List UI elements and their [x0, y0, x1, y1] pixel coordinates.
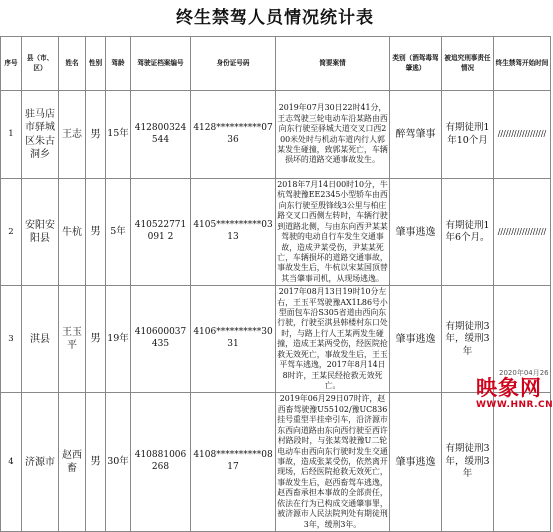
- cell-sex: 男: [86, 179, 106, 286]
- header-index: 序号: [1, 37, 22, 91]
- cell-area: 济源市: [22, 393, 59, 531]
- header-driving-age: 驾龄: [106, 37, 131, 91]
- cell-name: 赵西畜: [59, 393, 86, 531]
- cell-category: 肇事逃逸: [390, 286, 442, 393]
- cell-sex: 男: [86, 393, 106, 531]
- cell-facts: 2019年07月30日22时41分，王志驾驶三轮电动车沿某路由西向东行驶至驿城大道交叉口西200米处时与机动车道内行人郭某发生碰撞，致郭某死亡，车辆损坏的道路交通事故发生。: [276, 91, 390, 179]
- statistics-table: [0, 36, 551, 532]
- header-name: 姓名: [59, 37, 86, 91]
- cell-index: 2: [1, 179, 22, 286]
- cell-name: 王志: [59, 91, 86, 179]
- logo-text: 映象网: [476, 376, 542, 400]
- cell-category: 肇事逃逸: [390, 179, 442, 286]
- cell-sentence: 有期徒刑3年，缓刑3年: [442, 393, 494, 531]
- cell-id-no: 4108**********0817: [191, 393, 276, 531]
- cell-category: 肇事逃逸: [390, 393, 442, 531]
- cell-license-no: 412800324544: [131, 91, 191, 179]
- header-row: [1, 37, 551, 91]
- cell-facts: 2019年06月29日07时许，赵西畜驾驶豫U55102/豫UC836挂号重型半挂牵引车，沿济源市东西向道路由东向西行驶至西许村路段时，与张某驾驶豫U二轮电动车由西向东行驶时发生交通事故，造成张某受伤，依然离开现场，后经医院抢救无效死亡，事故发生后，赵西畜驾车逃逸，赵西畜承担本事故的全部责任，依法在行为已构成交通肇事罪，被济源市人民法院判处有期徒刑3年，缓刑3年。: [276, 393, 390, 531]
- cell-ban-start: //////////////////: [494, 179, 551, 286]
- cell-sentence: 有期徒刑1年6个月。: [442, 179, 494, 286]
- cell-license-no: 410522771091 2: [131, 179, 191, 286]
- cell-ban-start: [494, 393, 551, 531]
- cell-sentence: 有期徒刑1年10个月: [442, 91, 494, 179]
- cell-driving-age: 5年: [106, 179, 131, 286]
- table-row: [1, 286, 551, 393]
- table-row: [1, 179, 551, 286]
- header-category: 类别（酒驾毒驾肇逃）: [390, 37, 442, 91]
- cell-index: 3: [1, 286, 22, 393]
- cell-index: 4: [1, 393, 22, 531]
- cell-license-no: 410600037435: [131, 286, 191, 393]
- header-sex: 性别: [86, 37, 106, 91]
- header-ban-start: 终生禁驾开始时间: [494, 37, 551, 91]
- cell-area: 驻马店市驿城区朱古洞乡: [22, 91, 59, 179]
- cell-ban-start: //////////////////: [494, 91, 551, 179]
- header-sentence: 被追究刑事责任情况: [442, 37, 494, 91]
- cell-category: 醉驾肇事: [390, 91, 442, 179]
- table-row: [1, 393, 551, 531]
- cell-driving-age: 19年: [106, 286, 131, 393]
- header-area: 县（市、区）: [22, 37, 59, 91]
- header-facts: 简要案情: [276, 37, 390, 91]
- cell-name: 王玉平: [59, 286, 86, 393]
- cell-facts: 2017年08月13日19时10分左右，王玉平驾驶豫AX1L86号小型面包车沿S305省道由西向东行驶，行驶至淇县韩楼村东口处时，与路上行人王某两发生碰撞，造成王某两受伤，经医院抢救无效死亡，事故发生后，王玉平驾车逃逸，2017年8月14日8时许，王某民经抢救无效死亡。: [276, 286, 390, 393]
- cell-license-no: 410881006268: [131, 393, 191, 531]
- cell-id-no: 4106**********3031: [191, 286, 276, 393]
- photo-date-stamp: 2020年04月26: [499, 369, 549, 377]
- watermark-logo: [476, 376, 553, 412]
- cell-name: 牛杭: [59, 179, 86, 286]
- table-row: [1, 91, 551, 179]
- header-license-no: 驾驶证档案编号: [131, 37, 191, 91]
- cell-sex: 男: [86, 91, 106, 179]
- cell-index: 1: [1, 91, 22, 179]
- cell-sex: 男: [86, 286, 106, 393]
- cell-driving-age: 30年: [106, 393, 131, 531]
- header-id-no: 身份证号码: [191, 37, 276, 91]
- cell-sentence: 有期徒刑3年，缓刑3年: [442, 286, 494, 393]
- page-title: 终生禁驾人员情况统计表: [176, 8, 374, 28]
- cell-driving-age: 15年: [106, 91, 131, 179]
- cell-id-no: 4105**********0313: [191, 179, 276, 286]
- cell-facts: 2018年7月14日00时10分，牛杭驾驶豫EE2345小型轿车由西向东行驶至殷锋线3公里与柏庄路交叉口西侧左转时，车辆行驶到道路北侧，与由东向西尹某某驾驶的电动自行车发生交通事故，造成尹某受伤，尹某某死亡，车辆损坏的道路交通事故，事故发生后，牛杭以宋某国顶替其当肇事司机，从现场逃逸。: [276, 179, 390, 286]
- cell-id-no: 4128**********0736: [191, 91, 276, 179]
- logo-url: WWW.HNR.CN: [476, 400, 553, 410]
- cell-area: 淇县: [22, 286, 59, 393]
- cell-area: 安阳安阳县: [22, 179, 59, 286]
